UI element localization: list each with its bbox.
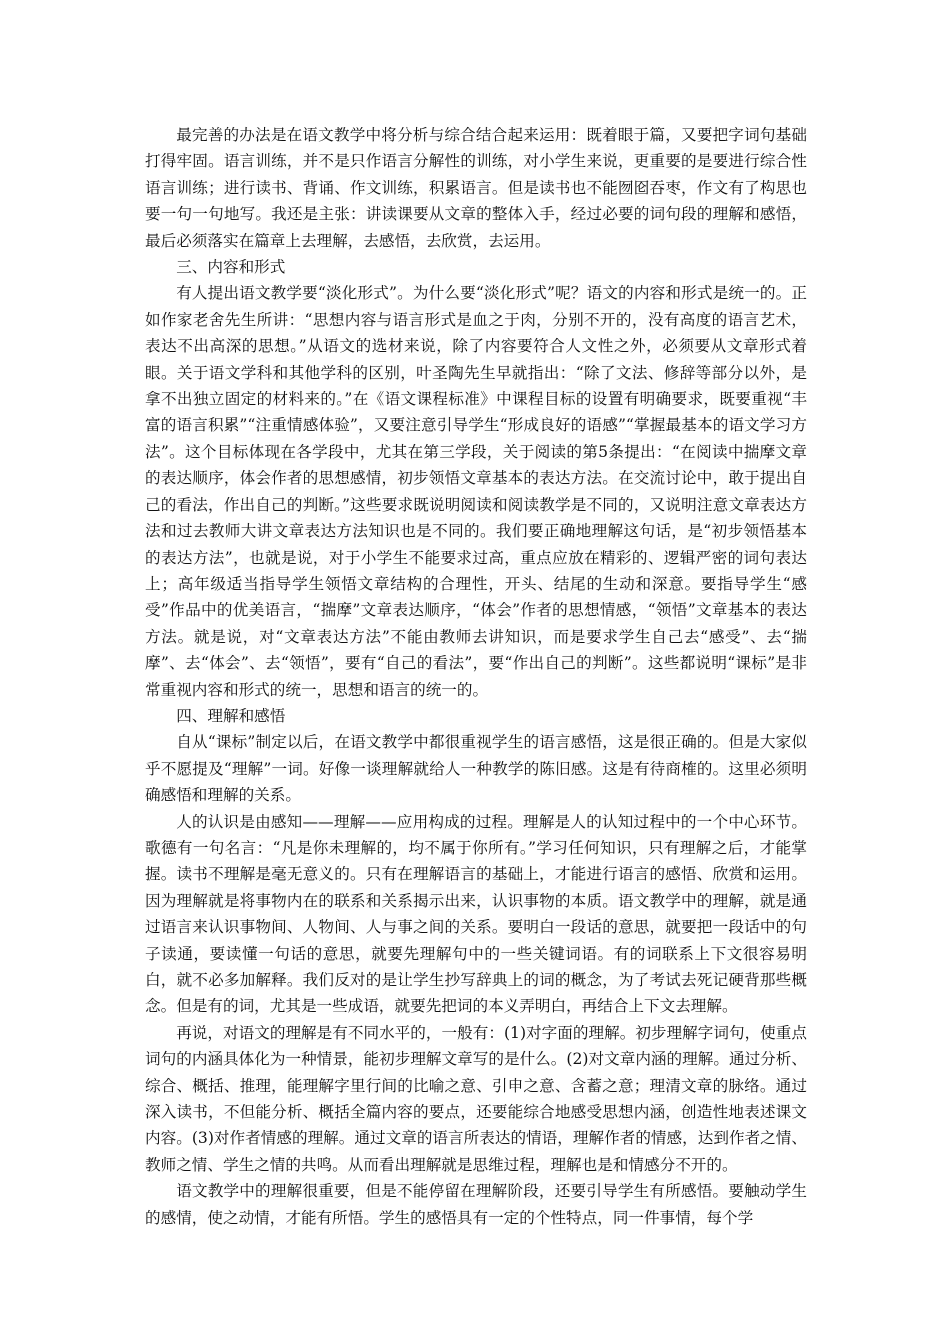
body-paragraph: 最完善的办法是在语文教学中将分析与综合结合起来运用：既着眼于篇，又要把字词句基础打得牢固。语言训练，并不是只作语言分解性的训练，对小学生来说，更重要的是要进行综合性语言训练；进行读书、背诵、作文训练，积累语言。但是读书也不能囫囵吞枣，作文有了构思也要一句一句地写。我还是主张：讲读课要从文章的整体入手，经过必要的词句段的理解和感悟，最后必须落实在篇章上去理解，去感悟，去欣赏，去运用。 <box>145 126 807 250</box>
body-paragraph: 自从“课标”制定以后，在语文教学中都很重视学生的语言感悟，这是很正确的。但是大家似乎不愿提及“理解”一词。好像一谈理解就给人一种教学的陈旧感。这是有待商榷的。这里必须明确感悟和理解的关系。 <box>145 733 807 805</box>
body-paragraph: 人的认识是由感知——理解——应用构成的过程。理解是人的认知过程中的一个中心环节。歌德有一句名言：“凡是你未理解的，均不属于你所有。”学习任何知识，只有理解之后，才能掌握。读书不理解是毫无意义的。只有在理解语言的基础上，才能进行语言的感悟、欣赏和运用。因为理解就是将事物内在的联系和关系揭示出来，认识事物的本质。语文教学中的理解，就是通过语言来认识事物间、人物间、人与事之间的关系。要明白一段话的意思，就要把一段话中的句子读通，要读懂一句话的意思，就要先理解句中的一些关键词语。有的词联系上下文很容易明白，就不必多加解释。我们反对的是让学生抄写辞典上的词的概念，为了考试去死记硬背那些概念。但是有的词，尤其是一些成语，就要先把词的本义弄明白，再结合上下文去理解。 <box>145 812 807 1016</box>
section-heading-understanding: 四、理解和感悟 <box>176 706 286 725</box>
body-paragraph: 语文教学中的理解很重要，但是不能停留在理解阶段，还要引导学生有所感悟。要触动学生的感情，使之动情，才能有所悟。学生的感悟具有一定的个性特点，同一件事情，每个学 <box>145 1182 807 1227</box>
section-heading-content-form: 三、内容和形式 <box>176 258 286 277</box>
document-page <box>145 122 807 1231</box>
body-paragraph: 有人提出语文教学要“淡化形式”。为什么要“淡化形式”呢？语文的内容和形式是统一的。正如作家老舍先生所讲：“思想内容与语言形式是血之于肉，分别不开的，没有高度的语言艺术，表达不出高深的思想。”从语文的选材来说，除了内容要符合人文性之外，必须要从文章形式着眼。关于语文学科和其他学科的区别，叶圣陶先生早就指出：“除了文法、修辞等部分以外，是拿不出独立固定的材料来的。”在《语文课程标准》中课程目标的设置有明确要求，既要重视“丰富的语言积累”“注重情感体验”，又要注意引导学生“形成良好的语感”“掌握最基本的语文学习方法”。这个目标体现在各学段中，尤其在第三学段，关于阅读的第5条提出：“在阅读中揣摩文章的表达顺序，体会作者的思想感情，初步领悟文章基本的表达方法。在交流讨论中，敢于提出自己的看法，作出自己的判断。”这些要求既说明阅读和阅读教学是不同的，又说明注意文章表达方法和过去教师大讲文章表达方法知识也是不同的。我们要正确地理解这句话，是“初步领悟基本的表达方法”，也就是说，对于小学生不能要求过高，重点应放在精彩的、逻辑严密的词句表达上；高年级适当指导学生领悟文章结构的合理性，开头、结尾的生动和深意。要指导学生“感受”作品中的优美语言，“揣摩”文章表达顺序，“体会”作者的思想情感，“领悟”文章基本的表达方法。就是说，对“文章表达方法”不能由教师去讲知识，而是要求学生自己去“感受”、去“揣摩”、去“体会”、去“领悟”，要有“自己的看法”，要“作出自己的判断”。这些都说明“课标”是非常重视内容和形式的统一，思想和语言的统一的。 <box>145 284 807 699</box>
body-paragraph: 再说，对语文的理解是有不同水平的，一般有：(1)对字面的理解。初步理解字词句，使重点词句的内涵具体化为一种情景，能初步理解文章写的是什么。(2)对文章内涵的理解。通过分析、综合、概括、推理，能理解字里行间的比喻之意、引申之意、含蓄之意；理清文章的脉络。通过深入读书，不但能分析、概括全篇内容的要点，还要能综合地感受思想内涵，创造性地表述课文内容。(3)对作者情感的理解。通过文章的语言所表达的情语，理解作者的情感，达到作者之情、教师之情、学生之情的共鸣。从而看出理解就是思维过程，理解也是和情感分不开的。 <box>145 1023 807 1174</box>
